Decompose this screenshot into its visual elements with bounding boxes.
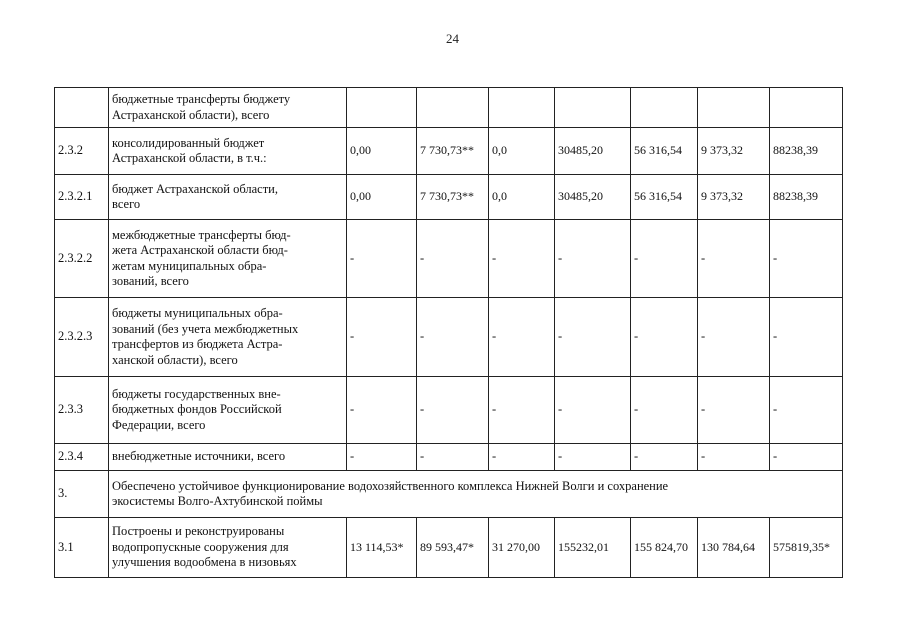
description-line: консолидированный бюджет [112, 135, 265, 150]
description-line: межбюджетные трансферты бюд- [112, 227, 291, 242]
row-description [109, 518, 347, 578]
value-cell: - [555, 377, 631, 444]
value-cell: 88238,39 [770, 175, 843, 220]
description-line: ханской области), всего [112, 352, 238, 367]
value-cell: 56 316,54 [631, 128, 698, 175]
section-title [109, 471, 843, 518]
value-cell: 30485,20 [555, 175, 631, 220]
value-cell: - [770, 220, 843, 298]
value-cell [555, 88, 631, 128]
table-row [55, 444, 843, 471]
description-line: водопропускные сооружения для [112, 539, 289, 554]
description-line: улучшения водообмена в низовьях [112, 555, 297, 570]
value-cell: - [347, 298, 417, 377]
description-line: жета Астраханской области бюд- [112, 243, 288, 257]
value-cell: 13 114,53* [347, 518, 417, 578]
table-row [55, 518, 843, 578]
value-cell: 7 730,73** [417, 175, 489, 220]
section-title-line: Обеспечено устойчивое функционирование водохозяйственного комплекса Нижней Волги и сохранение [112, 478, 669, 493]
value-cell: 575819,35* [770, 518, 843, 578]
value-cell: 56 316,54 [631, 175, 698, 220]
description-line: бюджеты муниципальных обра- [112, 306, 283, 320]
description-line: трансфертов из бюджета Астра- [112, 337, 283, 351]
value-cell [489, 88, 555, 128]
value-cell: 0,0 [489, 128, 555, 175]
description-line: жетам муниципальных обра- [112, 258, 267, 273]
value-cell [347, 88, 417, 128]
row-code: 3.1 [55, 518, 109, 578]
description-line: зований (без учета межбюджетных [112, 321, 299, 336]
value-cell: 0,00 [347, 128, 417, 175]
row-description [109, 128, 347, 175]
value-cell: 89 593,47* [417, 518, 489, 578]
value-cell: - [698, 220, 770, 298]
value-cell: - [770, 298, 843, 377]
row-code: 2.3.3 [55, 377, 109, 444]
value-cell: 30485,20 [555, 128, 631, 175]
value-cell: - [489, 220, 555, 298]
description-line: бюджеты государственных вне- [112, 386, 281, 401]
value-cell: 130 784,64 [698, 518, 770, 578]
value-cell: 88238,39 [770, 128, 843, 175]
row-code: 2.3.2.3 [55, 298, 109, 377]
value-cell: - [698, 377, 770, 444]
value-cell: - [555, 298, 631, 377]
table-row [55, 298, 843, 377]
description-line: Федерации, всего [112, 417, 206, 432]
value-cell: 0,00 [347, 175, 417, 220]
value-cell: - [347, 220, 417, 298]
value-cell: - [417, 298, 489, 377]
value-cell: - [631, 298, 698, 377]
page-number: 24 [446, 31, 459, 46]
value-cell: - [417, 444, 489, 471]
table-row [55, 220, 843, 298]
value-cell: 0,0 [489, 175, 555, 220]
value-cell: - [698, 298, 770, 377]
value-cell: - [770, 377, 843, 444]
description-line: бюджет Астраханской области, [112, 181, 278, 196]
description-line: бюджетные трансферты бюджету [112, 92, 291, 106]
row-description [109, 175, 347, 220]
value-cell: - [489, 444, 555, 471]
row-description [109, 220, 347, 298]
row-description [109, 444, 347, 471]
description-line: всего [112, 197, 141, 211]
description-line: зований, всего [112, 274, 189, 288]
row-description [109, 88, 347, 128]
value-cell: 31 270,00 [489, 518, 555, 578]
section-code: 3. [55, 471, 109, 518]
value-cell: - [631, 220, 698, 298]
value-cell: - [347, 377, 417, 444]
value-cell: - [555, 444, 631, 471]
table-row [55, 175, 843, 220]
description-line: Астраханской области, в т.ч.: [112, 151, 267, 165]
row-code: 2.3.4 [55, 444, 109, 471]
value-cell: 7 730,73** [417, 128, 489, 175]
row-description [109, 377, 347, 444]
value-cell: 155232,01 [555, 518, 631, 578]
value-cell: - [770, 444, 843, 471]
description-line: бюджетных фондов Российской [112, 402, 282, 417]
value-cell [770, 88, 843, 128]
value-cell: - [417, 377, 489, 444]
value-cell: - [347, 444, 417, 471]
value-cell: - [555, 220, 631, 298]
value-cell: - [631, 444, 698, 471]
description-line: внебюджетные источники, всего [112, 449, 286, 464]
value-cell: 9 373,32 [698, 128, 770, 175]
table-row [55, 128, 843, 175]
row-description [109, 298, 347, 377]
section-row [55, 471, 843, 518]
row-code: 2.3.2.1 [55, 175, 109, 220]
table-row [55, 377, 843, 444]
value-cell: - [698, 444, 770, 471]
value-cell: - [417, 220, 489, 298]
description-line: Астраханской области), всего [112, 107, 270, 122]
row-code [55, 88, 109, 128]
value-cell [631, 88, 698, 128]
row-code: 2.3.2 [55, 128, 109, 175]
budget-table [54, 87, 843, 578]
value-cell [417, 88, 489, 128]
value-cell: - [489, 298, 555, 377]
description-line: Построены и реконструированы [112, 524, 285, 539]
value-cell: 9 373,32 [698, 175, 770, 220]
table-row [55, 88, 843, 128]
row-code: 2.3.2.2 [55, 220, 109, 298]
value-cell: - [631, 377, 698, 444]
value-cell: 155 824,70 [631, 518, 698, 578]
value-cell [698, 88, 770, 128]
value-cell: - [489, 377, 555, 444]
section-title-line: экосистемы Волго-Ахтубинской поймы [112, 494, 323, 508]
